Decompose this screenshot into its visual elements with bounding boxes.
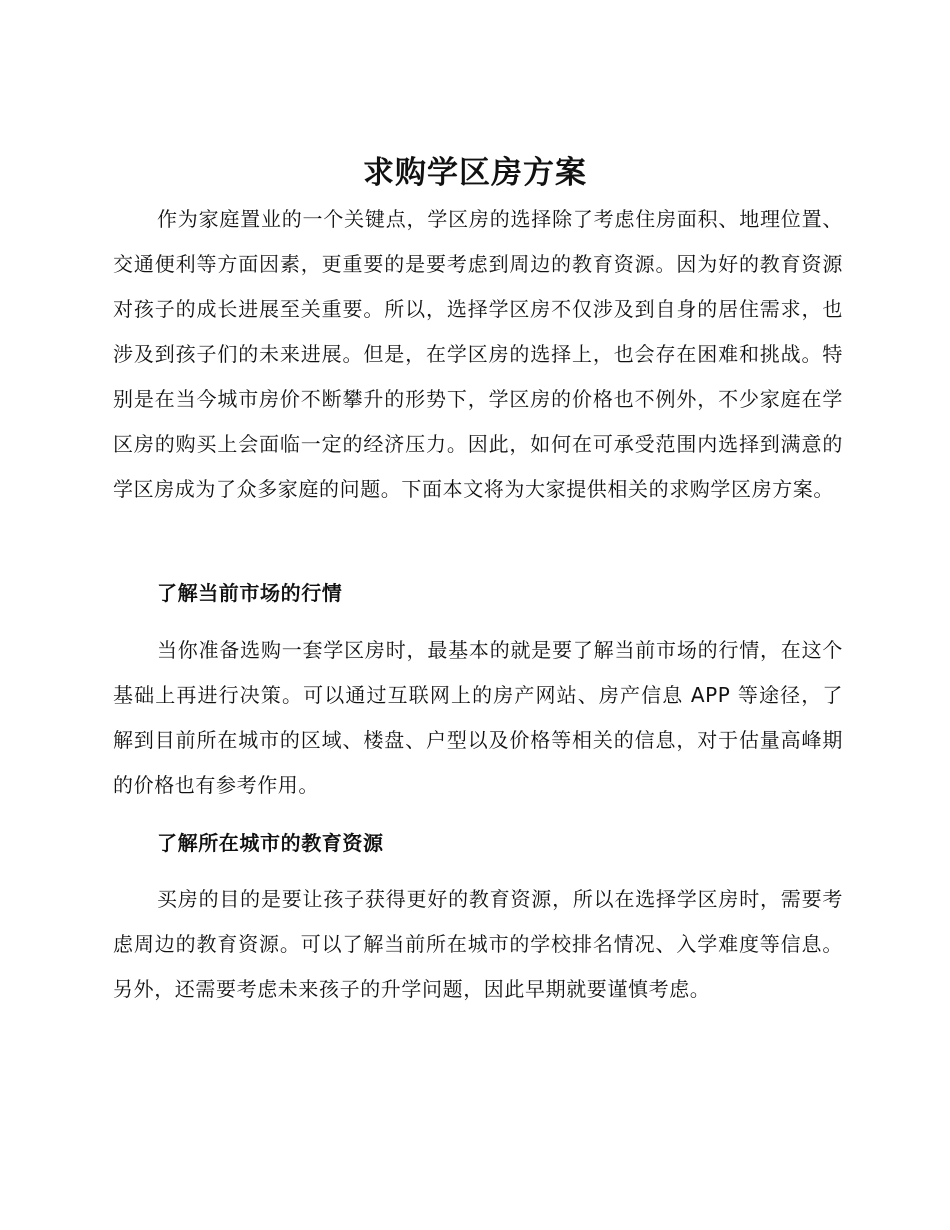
document-title: 求购学区房方案: [363, 155, 587, 191]
section-heading-education: 了解所在城市的教育资源: [157, 831, 384, 855]
section-heading-market: 了解当前市场的行情: [157, 581, 343, 605]
section-body-market: 当你准备选购一套学区房时，最基本的就是要了解当前市场的行情，在这个基础上再进行决策。可以通过互联网上的房产网站、房产信息 APP 等途径，了解到目前所在城市的区域、楼盘、户型以及价格等相关的信息，对于估量高峰期的价格也有参考作用。: [113, 638, 843, 797]
intro-paragraph: 作为家庭置业的一个关键点，学区房的选择除了考虑住房面积、地理位置、交通便利等方面因素，更重要的是要考虑到周边的教育资源。因为好的教育资源对孩子的成长进展至关重要。所以，选择学区房不仅涉及到自身的居住需求，也涉及到孩子们的未来进展。但是，在学区房的选择上，也会存在困难和挑战。特别是在当今城市房价不断攀升的形势下，学区房的价格也不例外，不少家庭在学区房的购买上会面临一定的经济压力。因此，如何在可承受范围内选择到满意的学区房成为了众多家庭的问题。下面本文将为大家提供相关的求购学区房方案。: [113, 207, 843, 501]
section-body-education: 买房的目的是要让孩子获得更好的教育资源，所以在选择学区房时，需要考虑周边的教育资源。可以了解当前所在城市的学校排名情况、入学难度等信息。另外，还需要考虑未来孩子的升学问题，因此早期就要谨慎考虑。: [113, 887, 843, 1001]
